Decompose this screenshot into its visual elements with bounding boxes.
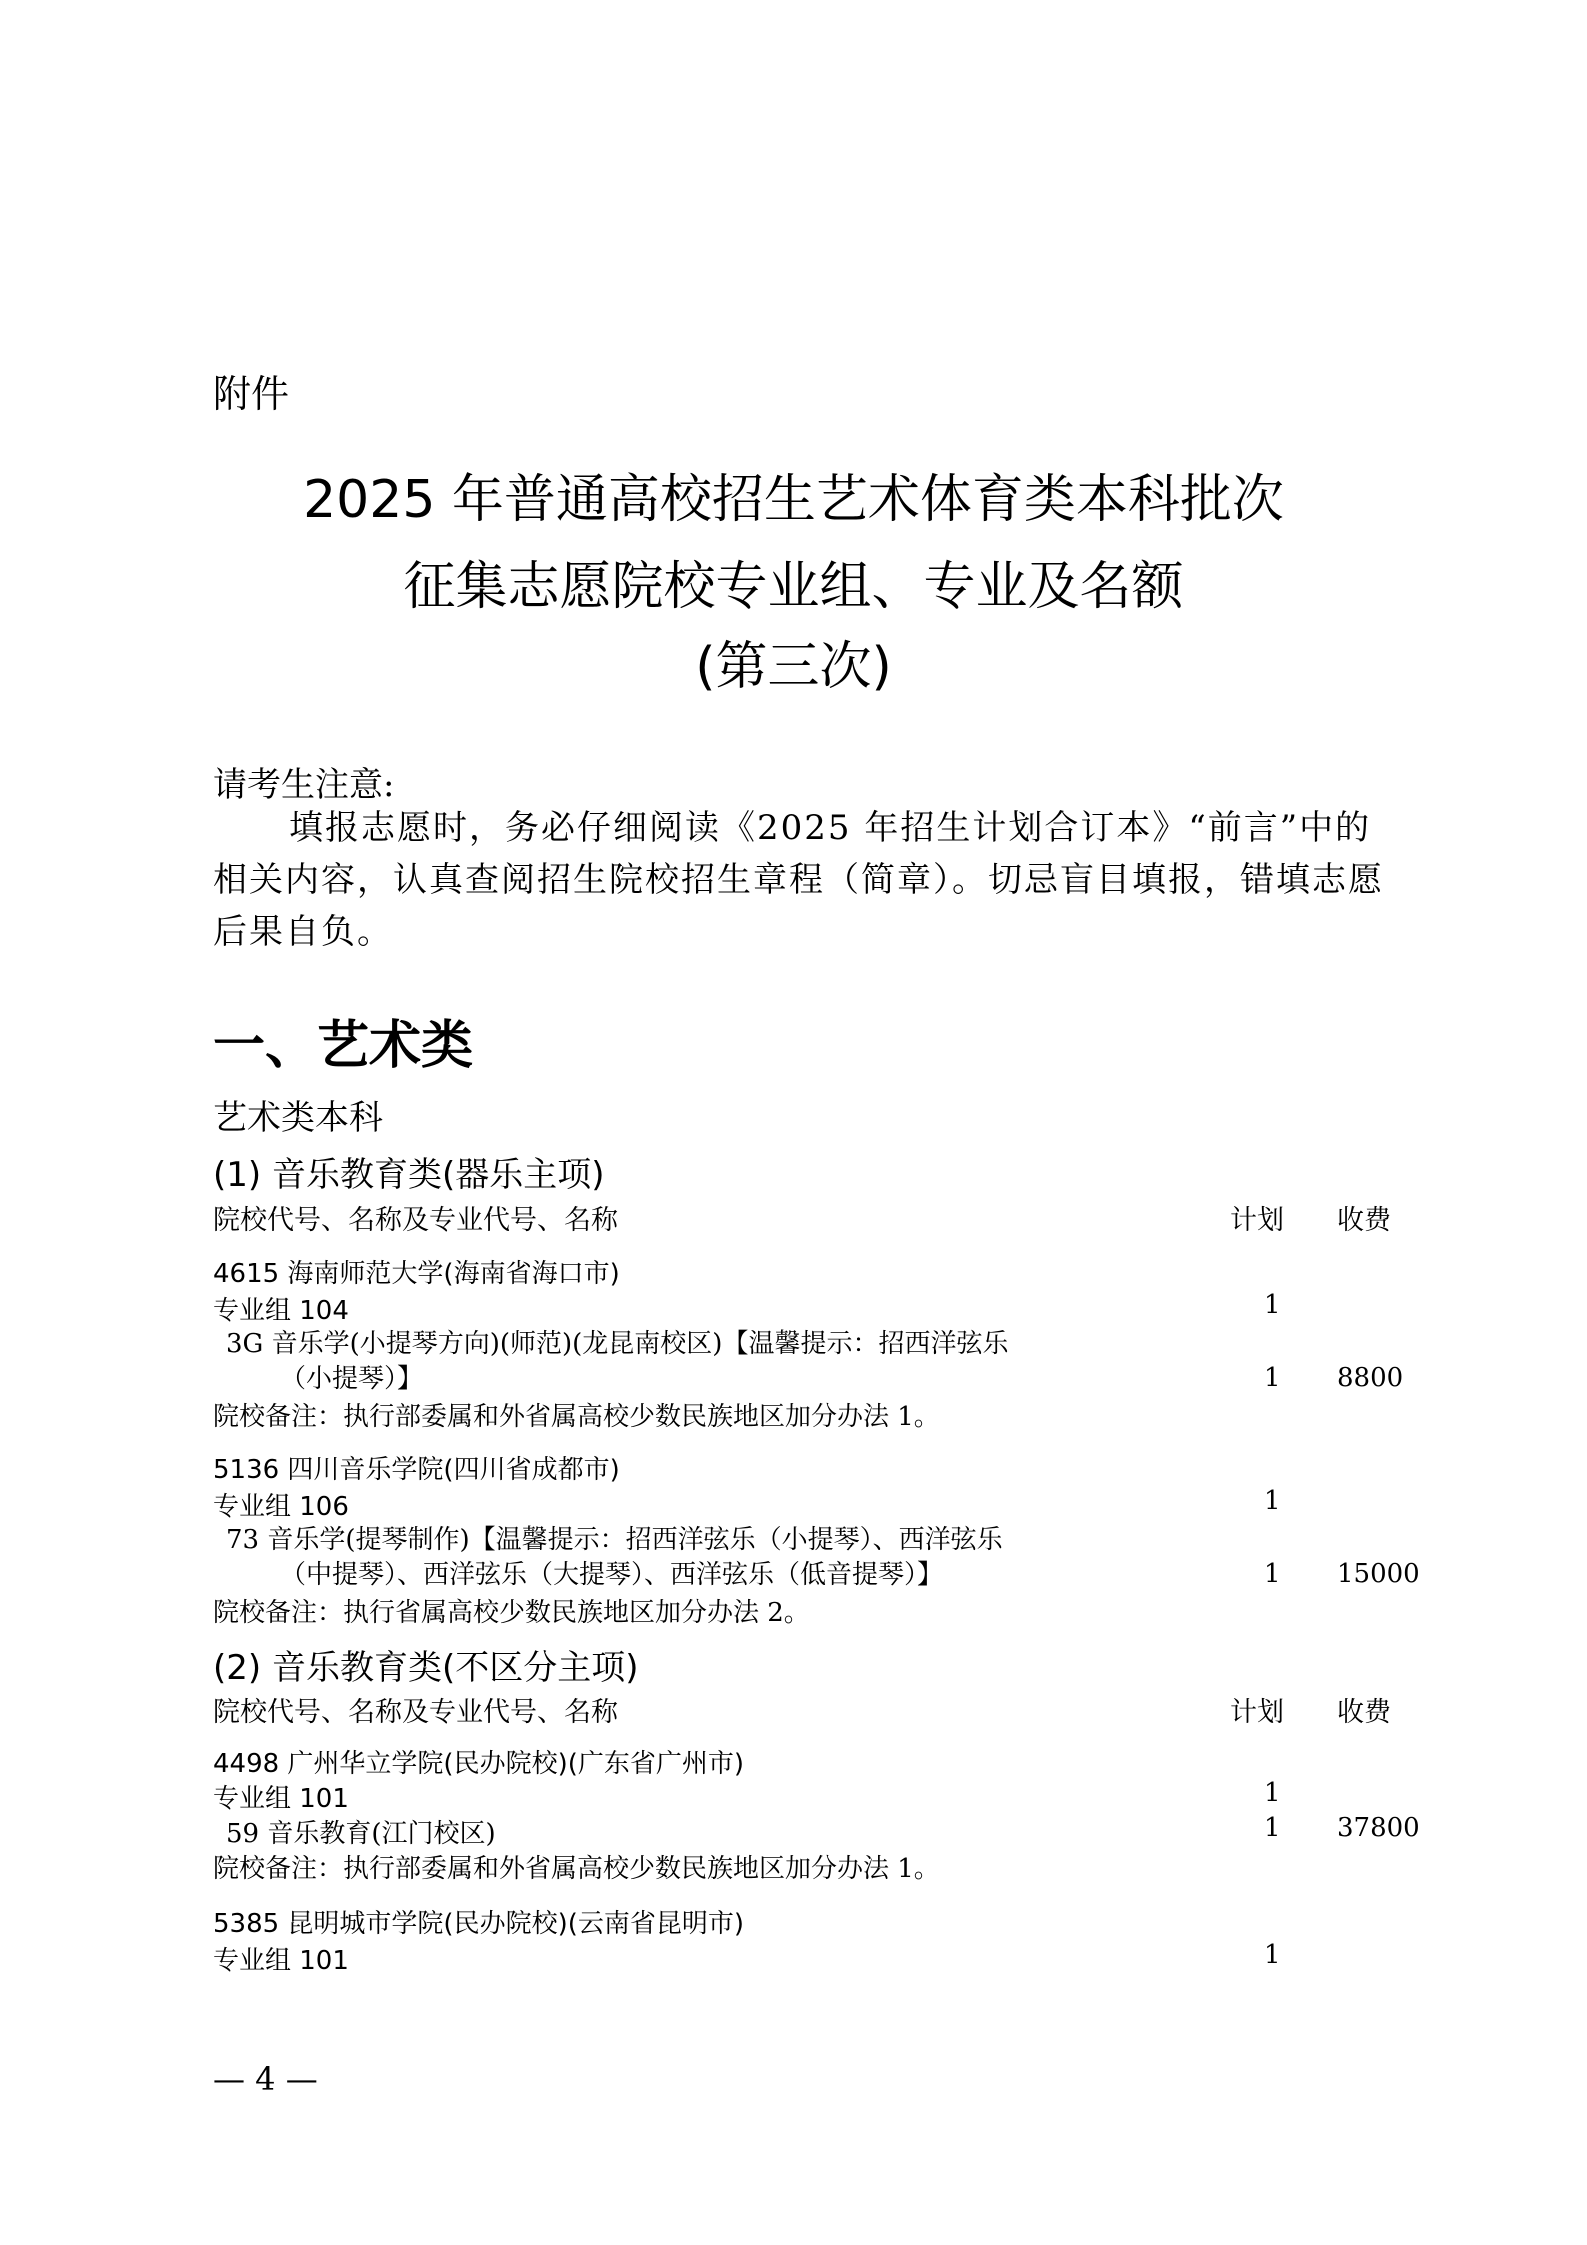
column-header-fee: 收费 [1337, 1205, 1391, 1236]
column-header-fee: 收费 [1337, 1697, 1391, 1728]
major-line: 73 音乐学(提琴制作)【温馨提示：招西洋弦乐（小提琴）、西洋弦乐 [226, 1525, 1003, 1555]
college-name: 4615 海南师范大学(海南省海口市) [213, 1259, 620, 1289]
major-line-continued: （小提琴）】 [280, 1364, 424, 1394]
major-line-continued: （中提琴）、西洋弦乐（大提琴）、西洋弦乐（低音提琴）】 [280, 1560, 944, 1590]
group-plan: 1 [1264, 1778, 1281, 1808]
notice-body: 填报志愿时，务必仔细阅读《2025 年招生计划合订本》“前言”中的相关内容，认真查阅招生院校招生章程（简章）。切忌盲目填报，错填志愿后果自负。 [213, 808, 1384, 952]
category-title: (1) 音乐教育类(器乐主项) [213, 1155, 605, 1195]
attachment-label: 附件 [213, 372, 290, 416]
college-note: 院校备注：执行部委属和外省属高校少数民族地区加分办法 1。 [213, 1854, 940, 1884]
major-group: 专业组 106 [213, 1492, 349, 1522]
column-header-name: 院校代号、名称及专业代号、名称 [213, 1697, 618, 1728]
group-plan: 1 [1264, 1290, 1281, 1320]
document-title-line-1: 2025 年普通高校招生艺术体育类本科批次 [303, 470, 1284, 530]
column-header-name: 院校代号、名称及专业代号、名称 [213, 1205, 618, 1236]
page-number: — 4 — [213, 2060, 318, 2098]
section-subheading: 艺术类本科 [213, 1098, 383, 1138]
college-name: 5136 四川音乐学院(四川省成都市) [213, 1455, 620, 1485]
major-line: 3G 音乐学(小提琴方向)(师范)(龙昆南校区)【温馨提示：招西洋弦乐 [226, 1329, 1009, 1359]
major-plan: 1 [1264, 1363, 1281, 1393]
major-group: 专业组 101 [213, 1784, 349, 1814]
college-note: 院校备注：执行部委属和外省属高校少数民族地区加分办法 1。 [213, 1402, 940, 1432]
major-group: 专业组 101 [213, 1946, 349, 1976]
category-title: (2) 音乐教育类(不区分主项) [213, 1648, 639, 1688]
college-name: 4498 广州华立学院(民办院校)(广东省广州市) [213, 1749, 745, 1779]
major-group: 专业组 104 [213, 1296, 349, 1326]
group-plan: 1 [1264, 1486, 1281, 1516]
major-fee: 8800 [1337, 1363, 1404, 1393]
major-plan: 1 [1264, 1559, 1281, 1589]
college-name: 5385 昆明城市学院(民办院校)(云南省昆明市) [213, 1909, 745, 1939]
major-plan: 1 [1264, 1813, 1281, 1843]
section-heading: 一、艺术类 [213, 1016, 474, 1076]
college-note: 院校备注：执行省属高校少数民族地区加分办法 2。 [213, 1598, 810, 1628]
column-header-plan: 计划 [1230, 1205, 1284, 1236]
major-line: 59 音乐教育(江门校区) [226, 1819, 496, 1849]
column-header-plan: 计划 [1230, 1697, 1284, 1728]
major-fee: 37800 [1337, 1813, 1420, 1843]
notice-heading: 请考生注意: [213, 765, 395, 805]
group-plan: 1 [1264, 1940, 1281, 1970]
major-fee: 15000 [1337, 1559, 1420, 1589]
document-title-line-2: 征集志愿院校专业组、专业及名额 [403, 557, 1184, 617]
document-title-line-3: (第三次) [695, 637, 892, 697]
